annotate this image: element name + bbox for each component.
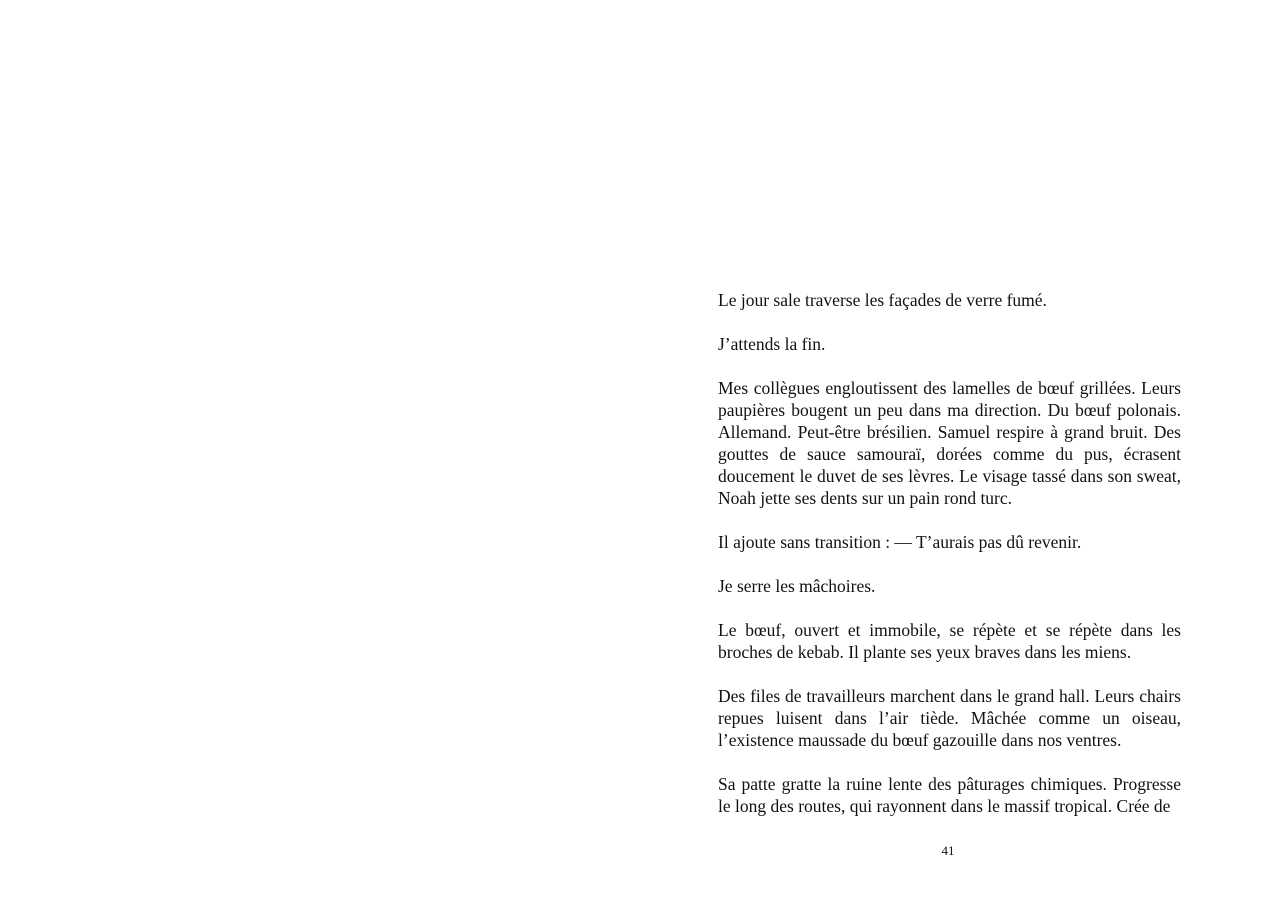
paragraph: Le jour sale traverse les façades de verre fumé. <box>718 290 1047 310</box>
paragraph: J’attends la fin. <box>718 334 826 354</box>
paragraph: Il ajoute sans transition : — T’aurais pas dû revenir. <box>718 532 1082 552</box>
right-page <box>638 0 1276 912</box>
body-text <box>718 289 1181 817</box>
paragraph: Le bœuf, ouvert et immobile, se répète et se répète dans les broches de kebab. Il plante ses yeux braves dans les miens. <box>718 620 1181 662</box>
paragraph: Des files de travailleurs marchent dans le grand hall. Leurs chairs repues luisent dans l’air tiède. Mâchée comme un oiseau, l’existence maussade du bœuf gazouille dans nos ventres. <box>718 686 1181 750</box>
paragraph: Je serre les mâchoires. <box>718 576 876 596</box>
paragraph: Sa patte gratte la ruine lente des pâturages chimiques. Progresse le long des routes, qui rayonnent dans le massif tropical. Crée de <box>718 774 1181 816</box>
page-number: 41 <box>941 843 955 858</box>
paragraph: Mes collègues engloutissent des lamelles de bœuf grillées. Leurs paupières bougent un peu dans ma direction. Du bœuf polonais. Allemand. Peut-être brésilien. Samuel respire à grand bruit. Des gouttes de sauce samouraï, dorées comme du pus, écrasent doucement le duvet de ses lèvres. Le visage tassé dans son sweat, Noah jette ses dents sur un pain rond turc. <box>718 378 1181 508</box>
